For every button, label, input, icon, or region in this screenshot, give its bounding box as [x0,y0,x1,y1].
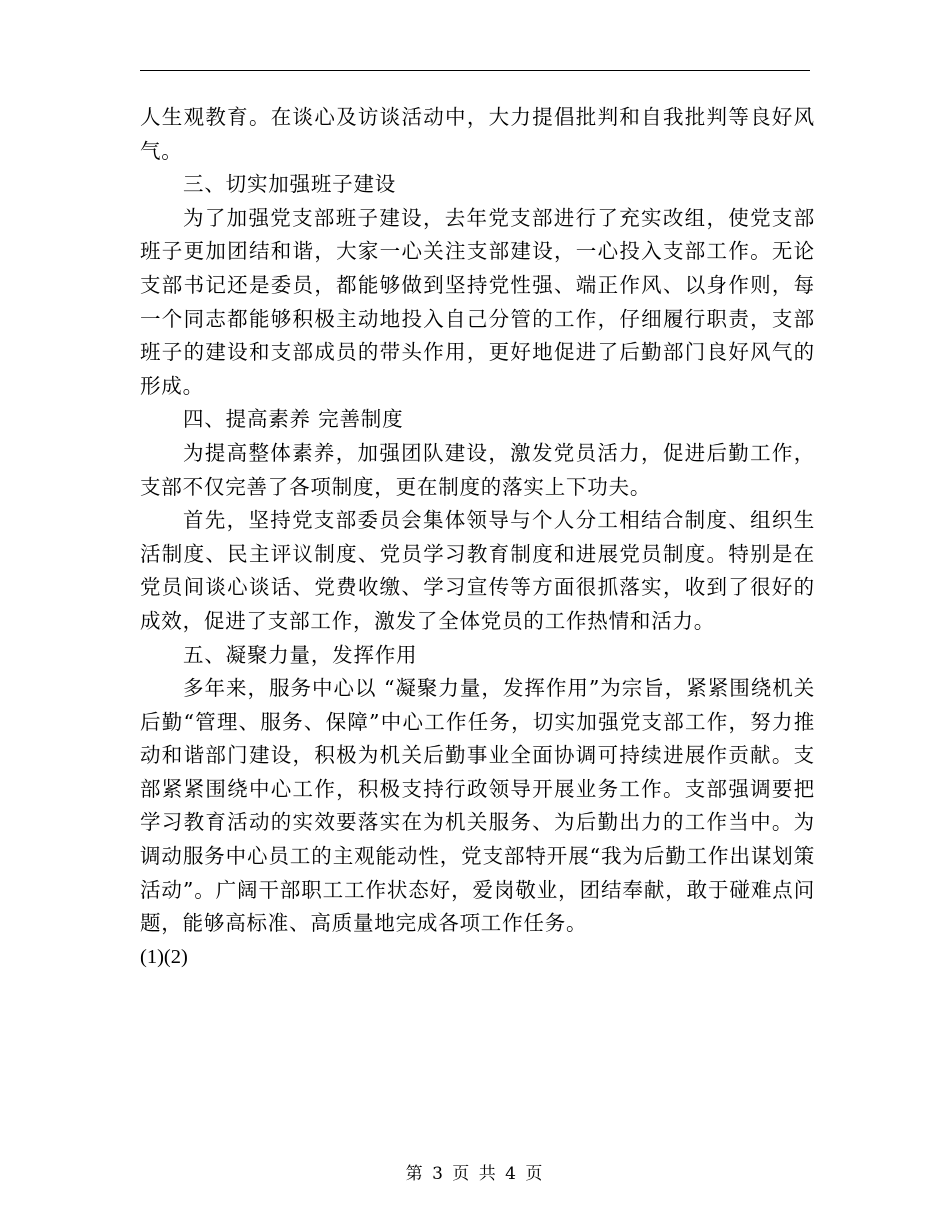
section-heading-3: 三、切实加强班子建设 [183,172,397,197]
paragraph-service-center: 多年来，服务中心以 “凝聚力量，发挥作用”为宗旨，紧紧围绕机关后勤“管理、服务、保障”中心工作任务，切实加强党支部工作，努力推动和谐部门建设，积极为机关后勤事业全面协调可持续进展作贡献。支部紧紧围绕中心工作，积极支持行政领导开展业务工作。支部强调要把学习教育活动的实效要落实在为机关服务、为后勤出力的工作当中。为调动服务中心员工的主观能动性，党支部特开展“我为后勤工作出谋划策活动”。广阔干部职工工作状态好，爱岗敬业，团结奉献，敢于碰难点问题，能够高标准、高质量地完成各项工作任务。 [140,676,815,936]
header-rule [140,70,810,71]
section-heading-5: 五、凝聚力量，发挥作用 [183,642,418,667]
footnote-references: (1)(2) [140,945,188,968]
page-number: 第 3 页 共 4 页 [405,1164,545,1184]
paragraph-team-building: 为了加强党支部班子建设，去年党支部进行了充实改组，使党支部班子更加团结和谐，大家一心关注支部建设，一心投入支部工作。无论支部书记还是委员，都能够做到坚持党性强、端正作风、以身作则，每一个同志都能够积极主动地投入自己分管的工作，仔细履行职责，支部班子的建设和支部成员的带头作用，更好地促进了后勤部门良好风气的形成。 [140,205,815,398]
paragraph-continuation: 人生观教育。在谈心及访谈活动中，大力提倡批判和自我批判等良好风气。 [140,105,815,163]
document-body [140,101,815,974]
paragraph-quality-systems: 为提高整体素养，加强团队建设，激发党员活力，促进后勤工作，支部不仅完善了各项制度，更在制度的落实上下功夫。 [140,440,815,499]
paragraph-first-measures: 首先，坚持党支部委员会集体领导与个人分工相结合制度、组织生活制度、民主评议制度、党员学习教育制度和进展党员制度。特别是在党员间谈心谈话、党费收缴、学习宣传等方面很抓落实，收到了很好的成效，促进了支部工作，激发了全体党员的工作热情和活力。 [140,508,815,633]
section-heading-4: 四、提高素养 完善制度 [183,407,404,432]
